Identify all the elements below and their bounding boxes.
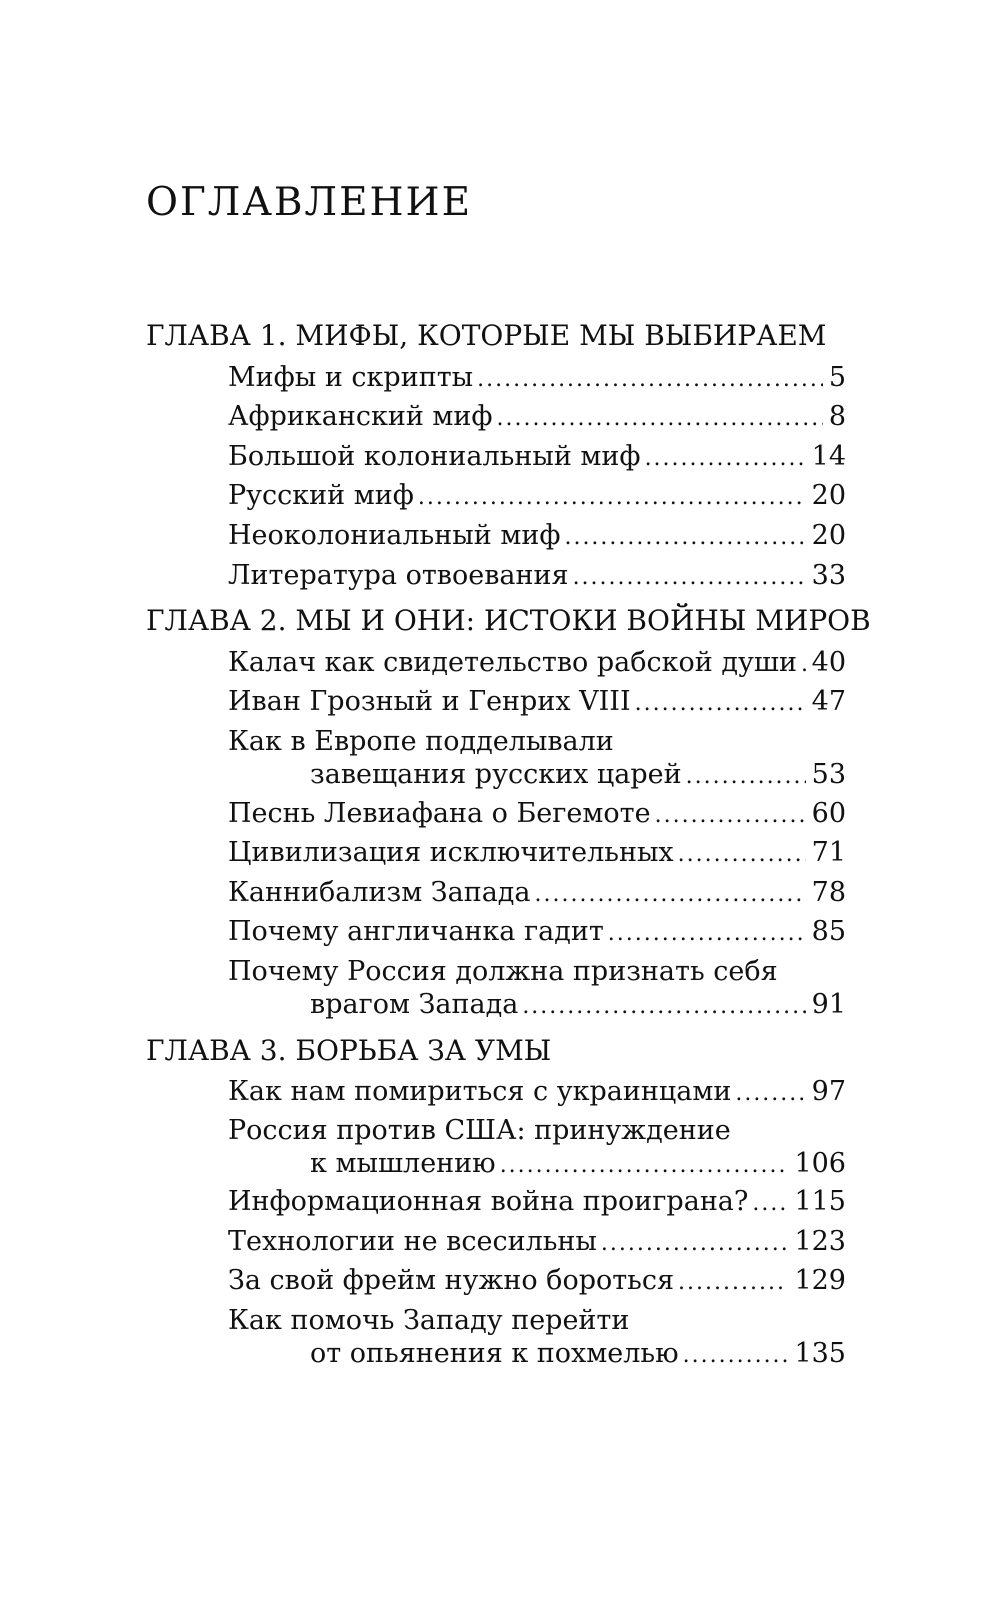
entry-title: Технологии не всесильны xyxy=(228,1226,597,1257)
dot-leader xyxy=(683,1345,789,1367)
entry-page-number: 106 xyxy=(794,1148,846,1179)
toc-entry[interactable] xyxy=(228,443,846,470)
entry-title: Песнь Левиафана о Бегемоте xyxy=(228,798,651,829)
entry-title-continued: завещания русских царей xyxy=(310,759,682,790)
toc-entry[interactable] xyxy=(228,839,846,866)
dot-leader xyxy=(522,996,805,1018)
entry-page-number: 53 xyxy=(811,759,846,790)
entry-title: Как нам помириться с украинцами xyxy=(228,1076,732,1107)
toc-entry[interactable] xyxy=(228,1307,846,1367)
entry-page-number: 40 xyxy=(811,647,846,678)
entry-title: Неоколониальный миф xyxy=(228,520,561,551)
toc-entry[interactable] xyxy=(228,958,846,1018)
dot-leader xyxy=(573,567,806,589)
entry-page-number: 123 xyxy=(794,1226,846,1257)
toc-entry[interactable] xyxy=(228,482,846,509)
entry-page-number: 78 xyxy=(811,877,846,908)
entry-title: Почему Россия должна признать себя xyxy=(228,956,778,987)
entry-title: За свой фрейм нужно бороться xyxy=(228,1265,675,1296)
chapter-1-heading: ГЛАВА 1. МИФЫ, КОТОРЫЕ МЫ ВЫБИРАЕМ xyxy=(146,319,827,352)
entry-page-number: 91 xyxy=(811,989,846,1020)
dot-leader xyxy=(655,805,806,827)
toc-entry[interactable] xyxy=(228,1267,846,1294)
entry-page-number: 47 xyxy=(811,686,846,717)
entry-page-number: 5 xyxy=(828,362,846,393)
entry-page-number: 20 xyxy=(811,480,846,511)
toc-entry[interactable] xyxy=(228,649,846,676)
toc-entry[interactable] xyxy=(228,918,846,945)
toc-entry[interactable] xyxy=(228,364,846,391)
dot-leader xyxy=(678,844,806,866)
dot-leader xyxy=(418,487,806,509)
dot-leader xyxy=(678,1272,788,1294)
toc-entry[interactable] xyxy=(228,1078,846,1105)
entry-title: Почему англичанка гадит xyxy=(228,916,604,947)
entry-page-number: 14 xyxy=(811,441,846,472)
entry-title: Как в Европе подделывали xyxy=(228,726,614,757)
toc-entry[interactable] xyxy=(228,522,846,549)
entry-title: Мифы и скрипты xyxy=(228,362,474,393)
toc-entry[interactable] xyxy=(228,1117,846,1177)
entry-title: Как помочь Западу перейти xyxy=(228,1305,630,1336)
entry-title: Калач как свидетельство рабской души xyxy=(228,647,797,678)
dot-leader xyxy=(608,923,806,945)
entry-title: Литература отвоевания xyxy=(228,560,569,591)
entry-title-continued: от опьянения к похмелью xyxy=(310,1338,679,1369)
dot-leader xyxy=(635,693,806,715)
dot-leader xyxy=(535,884,806,906)
entry-title: Россия против США: принуждение xyxy=(228,1115,731,1146)
dot-leader xyxy=(645,448,806,470)
toc-entry[interactable] xyxy=(228,688,846,715)
entry-title-continued: к мышлению xyxy=(310,1148,496,1179)
dot-leader xyxy=(752,1193,788,1215)
dot-leader xyxy=(801,654,806,676)
entry-title: Информационная война проиграна? xyxy=(228,1186,749,1217)
toc-entry[interactable] xyxy=(228,1188,846,1215)
page-title: ОГЛАВЛЕНИЕ xyxy=(146,180,473,225)
entry-page-number: 97 xyxy=(811,1076,846,1107)
dot-leader xyxy=(497,408,823,430)
entry-page-number: 33 xyxy=(811,560,846,591)
chapter-2-heading: ГЛАВА 2. МЫ И ОНИ: ИСТОКИ ВОЙНЫ МИРОВ xyxy=(146,604,871,637)
entry-page-number: 8 xyxy=(828,401,846,432)
dot-leader xyxy=(686,766,806,788)
dot-leader xyxy=(564,527,805,549)
dot-leader xyxy=(601,1233,789,1255)
toc-entry[interactable] xyxy=(228,800,846,827)
entry-page-number: 71 xyxy=(811,837,846,868)
dot-leader xyxy=(500,1155,789,1177)
entry-title: Африканский миф xyxy=(228,401,493,432)
toc-entry[interactable] xyxy=(228,562,846,589)
entry-page-number: 20 xyxy=(811,520,846,551)
toc-entry[interactable] xyxy=(228,403,846,430)
dot-leader xyxy=(735,1083,805,1105)
entry-title: Русский миф xyxy=(228,480,414,511)
toc-entry[interactable] xyxy=(228,879,846,906)
entry-page-number: 85 xyxy=(811,916,846,947)
entry-title-continued: врагом Запада xyxy=(310,989,519,1020)
entry-page-number: 60 xyxy=(811,798,846,829)
dot-leader xyxy=(477,369,823,391)
entry-page-number: 129 xyxy=(794,1265,846,1296)
entry-page-number: 135 xyxy=(794,1338,846,1369)
toc-entry[interactable] xyxy=(228,1228,846,1255)
entry-page-number: 115 xyxy=(794,1186,846,1217)
toc-entry[interactable] xyxy=(228,728,846,788)
entry-title: Цивилизация исключительных xyxy=(228,837,674,868)
chapter-3-heading: ГЛАВА 3. БОРЬБА ЗА УМЫ xyxy=(146,1034,552,1067)
entry-title: Большой колониальный миф xyxy=(228,441,641,472)
entry-title: Каннибализм Запада xyxy=(228,877,531,908)
entry-title: Иван Грозный и Генрих VIII xyxy=(228,686,631,717)
